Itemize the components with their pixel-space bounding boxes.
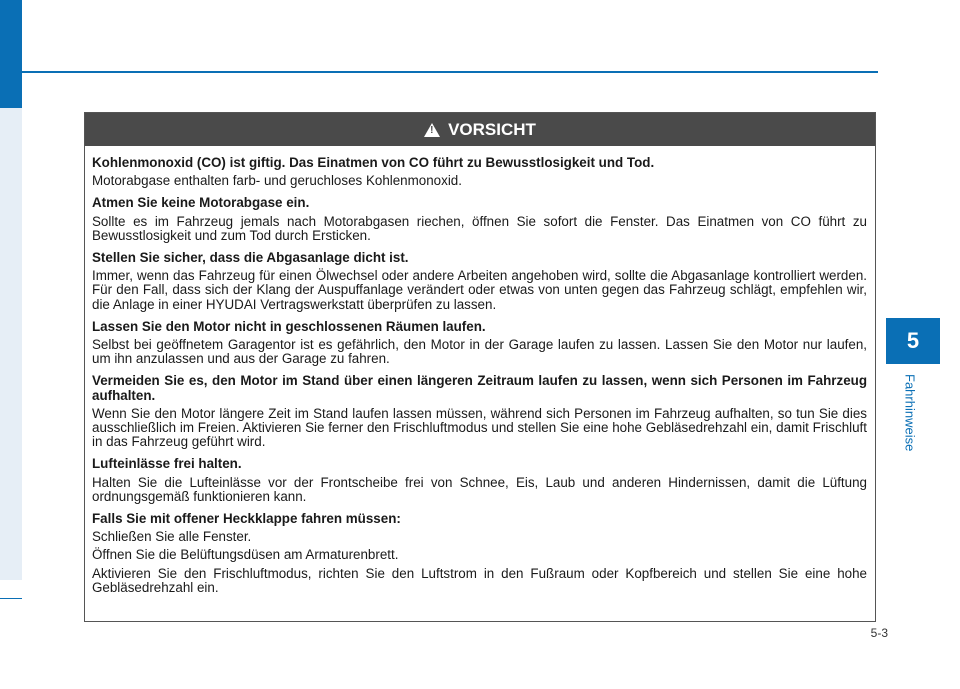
section-text: Aktivieren Sie den Frischluftmodus, richten Sie den Luftstrom in den Fußraum oder Kopfbereich und stellen Sie eine hohe Gebläsedrehzahl ein. xyxy=(92,565,867,595)
section-text: Selbst bei geöffnetem Garagentor ist es gefährlich, den Motor in der Garage laufen zu lassen. Lassen Sie den Motor nur laufen, um ihn anzulassen und aus der Garage zu fahren. xyxy=(92,337,867,367)
caution-box xyxy=(84,112,876,622)
section-text: Schließen Sie alle Fenster. xyxy=(92,529,252,545)
section-text: Motorabgase enthalten farb- und geruchloses Kohlenmonoxid. xyxy=(92,173,462,189)
header-rule xyxy=(22,71,878,73)
section-text: Öffnen Sie die Belüftungsdüsen am Armaturenbrett. xyxy=(92,547,399,563)
left-margin-rule xyxy=(0,598,22,599)
caution-section xyxy=(92,457,867,504)
section-heading: Lufteinlässe frei halten. xyxy=(92,456,242,472)
section-text: Sollte es im Fahrzeug jemals nach Motorabgasen riechen, öffnen Sie sofort die Fenster. Das Einatmen von CO führt zu Bewusstlosigkeit und zum Tod durch Ersticken. xyxy=(92,213,867,243)
section-text: Immer, wenn das Fahrzeug für einen Ölwechsel oder andere Arbeiten angehoben wird, sollte die Abgasanlage kontrolliert werden. Für den Fall, dass sich der Klang der Auspuffanlage verändert oder etwas von unten gegen das Fahrzeug schlägt, empfehlen wir, die Anlage in einer HYUDAI Vertragswerkstatt überprüfen zu lassen. xyxy=(92,268,867,312)
section-heading: Lassen Sie den Motor nicht in geschlossenen Räumen laufen. xyxy=(92,318,486,334)
warning-triangle-icon xyxy=(424,123,440,137)
caution-section xyxy=(92,320,867,367)
caution-section xyxy=(92,512,867,595)
section-text: Halten Sie die Lufteinlässe vor der Frontscheibe frei von Schnee, Eis, Laub und anderen Hindernissen, damit die Lüftung ordnungsgemäß funktionieren kann. xyxy=(92,474,867,504)
caution-section xyxy=(92,156,867,188)
chapter-number-tab: 5 xyxy=(886,318,940,364)
caution-header xyxy=(85,113,875,146)
left-margin-bar xyxy=(0,0,22,108)
caution-section xyxy=(92,374,867,449)
page-number: 5-3 xyxy=(870,626,888,640)
left-margin-panel xyxy=(0,108,22,580)
section-heading: Stellen Sie sicher, dass die Abgasanlage dicht ist. xyxy=(92,250,409,266)
caution-section xyxy=(92,196,867,243)
caution-title: VORSICHT xyxy=(448,119,536,139)
section-heading: Kohlenmonoxid (CO) ist giftig. Das Einatmen von CO führt zu Bewusstlosigkeit und Tod. xyxy=(92,155,655,170)
section-text: Wenn Sie den Motor längere Zeit im Stand laufen lassen müssen, während sich Personen im Fahrzeug aufhalten, so tun Sie dies ausschließlich im Freien. Aktivieren Sie ferner den Frischluftmodus und stellen Sie eine hohe Gebläsedrehzahl ein, damit Frischluft in das Fahrzeug geführt wird. xyxy=(92,405,867,450)
caution-body xyxy=(85,146,875,595)
section-heading: Falls Sie mit offener Heckklappe fahren müssen: xyxy=(92,511,401,527)
caution-section xyxy=(92,251,867,312)
chapter-title: Fahrhinweise xyxy=(902,374,918,452)
section-heading: Atmen Sie keine Motorabgase ein. xyxy=(92,195,310,211)
section-heading: Vermeiden Sie es, den Motor im Stand über einen längeren Zeitraum laufen zu lassen, wenn sich Personen im Fahrzeug aufhalten. xyxy=(92,373,867,403)
